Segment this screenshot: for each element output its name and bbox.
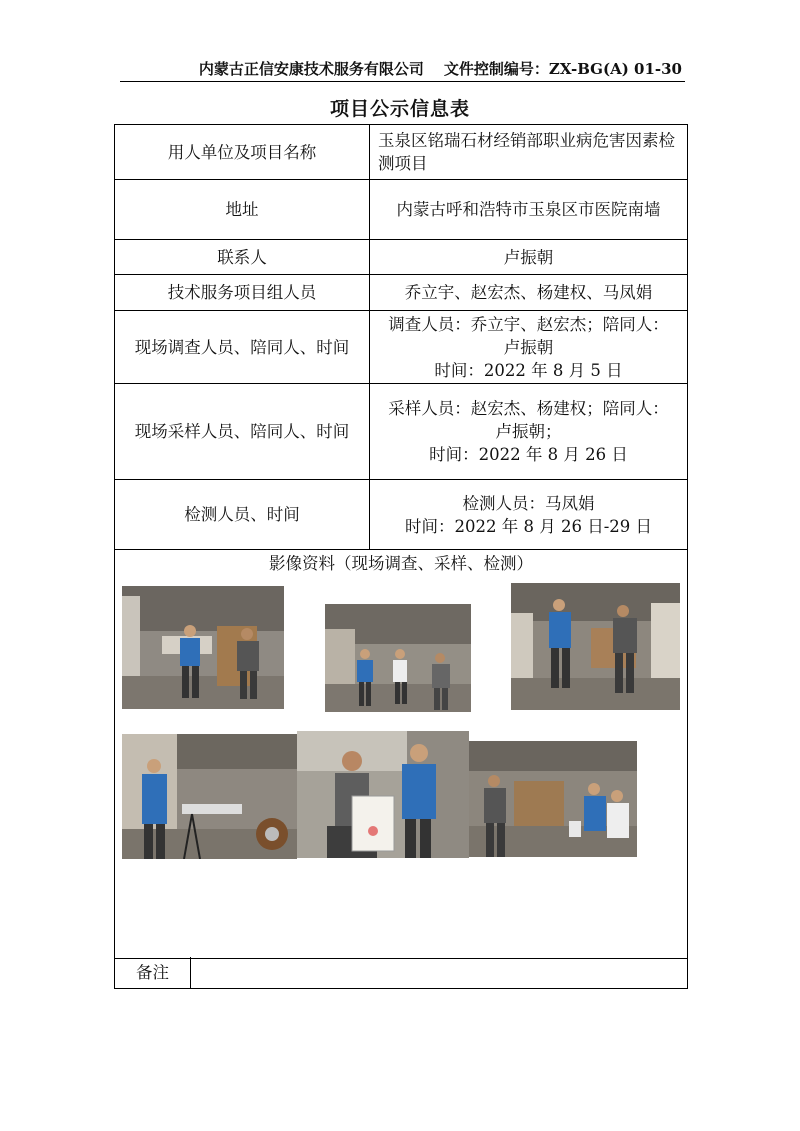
row-value-project-name: 玉泉区铭瑞石材经销部职业病危害因素检测项目 bbox=[370, 125, 688, 180]
site-photo-2 bbox=[325, 604, 471, 712]
page-title: 项目公示信息表 bbox=[329, 98, 470, 120]
document-control-number: 文件控制编号：ZX-BG(A) 01-30 bbox=[443, 60, 682, 78]
site-photo-4 bbox=[122, 734, 297, 859]
site-photo-6 bbox=[469, 741, 637, 857]
site-photo-3 bbox=[511, 583, 680, 710]
row-label-sampling: 现场采样人员、陪同人、时间 bbox=[115, 384, 370, 480]
table-row bbox=[115, 275, 688, 311]
row-label-contact: 联系人 bbox=[115, 240, 370, 275]
testing-line-1: 检测人员：马凤娟 bbox=[462, 493, 595, 513]
table-row bbox=[115, 125, 688, 180]
survey-line-1: 调查人员：乔立宇、赵宏杰；陪同人： bbox=[388, 314, 669, 334]
site-photo-1 bbox=[122, 586, 284, 709]
table-row bbox=[115, 480, 688, 550]
row-value-testing bbox=[370, 480, 688, 550]
sampling-line-2: 卢振朝； bbox=[495, 422, 562, 441]
row-label-testing: 检测人员、时间 bbox=[115, 480, 370, 550]
row-label-address: 地址 bbox=[115, 180, 370, 240]
row-label-team: 技术服务项目组人员 bbox=[115, 275, 370, 311]
company-name: 内蒙古正信安康技术服务有限公司 bbox=[198, 60, 424, 78]
site-photo-5 bbox=[297, 731, 469, 858]
testing-line-2: 时间：2022 年 8 月 26 日-29 日 bbox=[404, 516, 653, 536]
survey-line-2: 卢振朝 bbox=[503, 337, 554, 357]
sampling-line-3: 时间：2022 年 8 月 26 日 bbox=[429, 445, 628, 464]
table-row bbox=[115, 550, 688, 959]
sampling-line-1: 采样人员：赵宏杰、杨建权；陪同人： bbox=[388, 399, 669, 418]
document-header bbox=[122, 58, 682, 82]
media-title: 影像资料（现场调查、采样、检测） bbox=[269, 554, 533, 573]
row-label-project-name: 用人单位及项目名称 bbox=[115, 125, 370, 180]
row-value-survey bbox=[370, 311, 688, 384]
header-divider bbox=[120, 81, 685, 82]
project-info-table bbox=[114, 124, 688, 959]
table-row bbox=[115, 180, 688, 240]
media-section bbox=[115, 550, 688, 959]
remarks-label: 备注 bbox=[115, 957, 191, 988]
row-value-address: 内蒙古呼和浩特市玉泉区市医院南墙 bbox=[370, 180, 688, 240]
row-label-survey: 现场调查人员、陪同人、时间 bbox=[115, 311, 370, 384]
survey-line-3: 时间：2022 年 8 月 5 日 bbox=[434, 360, 623, 380]
table-row bbox=[115, 240, 688, 275]
row-value-sampling bbox=[370, 384, 688, 480]
table-row bbox=[115, 384, 688, 480]
remarks-row bbox=[114, 957, 688, 989]
row-value-team: 乔立宇、赵宏杰、杨建权、马凤娟 bbox=[370, 275, 688, 311]
row-value-contact: 卢振朝 bbox=[370, 240, 688, 275]
table-row bbox=[115, 311, 688, 384]
